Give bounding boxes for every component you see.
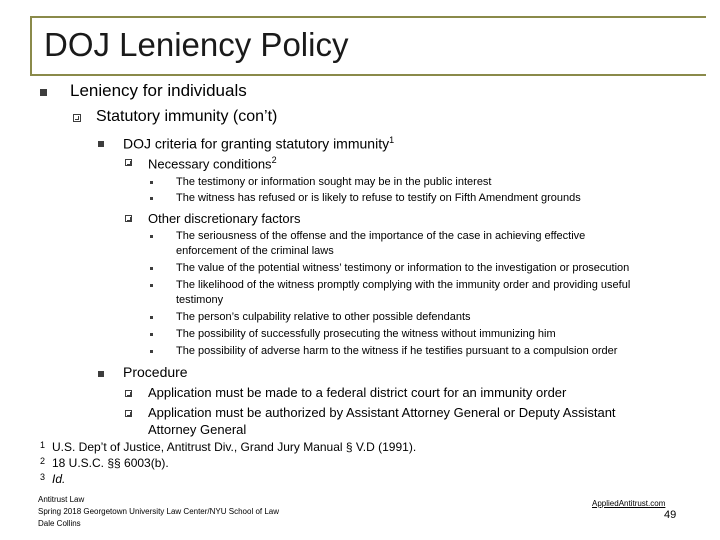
hollow-square-bullet-icon (125, 410, 132, 417)
footer-term: Spring 2018 Georgetown University Law Center/NYU School of Law (38, 507, 280, 516)
necessary-item: The testimony or information sought may be in the public interest (176, 176, 492, 188)
title-frame-bottom (30, 74, 706, 76)
procedure-text: Procedure (123, 364, 188, 380)
small-bullet-icon (150, 197, 153, 200)
square-bullet-icon (98, 371, 104, 377)
footnote-ref: 2 (271, 155, 277, 165)
small-bullet-icon (150, 267, 153, 270)
website-link[interactable]: AppliedAntitrust.com (592, 499, 666, 508)
title-frame-left (30, 16, 32, 76)
discretionary-text: Other discretionary factors (148, 211, 301, 226)
footnote-text: U.S. Dep’t of Justice, Antitrust Div., Grand Jury Manual § V.D (1991). (52, 440, 417, 454)
discretionary-item: The likelihood of the witness promptly complying with the immunity order and providing useful (176, 279, 631, 291)
small-bullet-icon (150, 284, 153, 287)
small-bullet-icon (150, 333, 153, 336)
level2-text: Statutory immunity (con’t) (96, 108, 278, 125)
hollow-square-bullet-icon (125, 159, 132, 166)
necessary-label: Necessary conditions (148, 156, 272, 172)
small-bullet-icon (150, 316, 153, 319)
footnote-text: 18 U.S.C. §§ 6003(b). (52, 456, 169, 470)
footnote-number: 2 (40, 456, 46, 466)
discretionary-item: The possibility of successfully prosecuting the witness without immunizing him (176, 328, 556, 340)
procedure-item-cont: Attorney General (148, 422, 247, 437)
footer-course: Antitrust Law (38, 495, 85, 504)
title-frame-top (30, 16, 706, 18)
level1-text: Leniency for individuals (70, 81, 247, 100)
footnote-text: Id. (52, 472, 66, 486)
discretionary-item: The value of the potential witness’ testimony or information to the investigation or prosecution (176, 262, 630, 274)
footer-author: Dale Collins (38, 519, 81, 528)
necessary-item: The witness has refused or is likely to refuse to testify on Fifth Amendment grounds (176, 192, 581, 204)
discretionary-item: The seriousness of the offense and the importance of the case in achieving effective (176, 230, 586, 242)
procedure-item: Application must be made to a federal district court for an immunity order (148, 385, 567, 400)
square-bullet-icon (98, 141, 104, 147)
hollow-square-bullet-icon (125, 215, 132, 222)
necessary-conditions-text (148, 155, 277, 171)
footnote-number: 3 (40, 472, 46, 482)
small-bullet-icon (150, 235, 153, 238)
discretionary-item: The person’s culpability relative to other possible defendants (176, 311, 471, 323)
footnote-ref: 1 (389, 135, 395, 145)
small-bullet-icon (150, 181, 153, 184)
criteria-text (123, 135, 394, 152)
small-bullet-icon (150, 350, 153, 353)
discretionary-item-cont: enforcement of the criminal laws (176, 245, 334, 257)
discretionary-item-cont: testimony (176, 294, 224, 306)
page-number: 49 (664, 509, 677, 521)
hollow-square-bullet-icon (73, 114, 81, 122)
criteria-label: DOJ criteria for granting statutory immunity (123, 135, 390, 152)
footnote-number: 1 (40, 440, 46, 450)
square-bullet-icon (40, 89, 47, 96)
slide-title: DOJ Leniency Policy (44, 26, 349, 63)
hollow-square-bullet-icon (125, 390, 132, 397)
discretionary-item: The possibility of adverse harm to the witness if he testifies pursuant to a compulsion order (176, 345, 618, 357)
procedure-item: Application must be authorized by Assistant Attorney General or Deputy Assistant (148, 405, 616, 420)
